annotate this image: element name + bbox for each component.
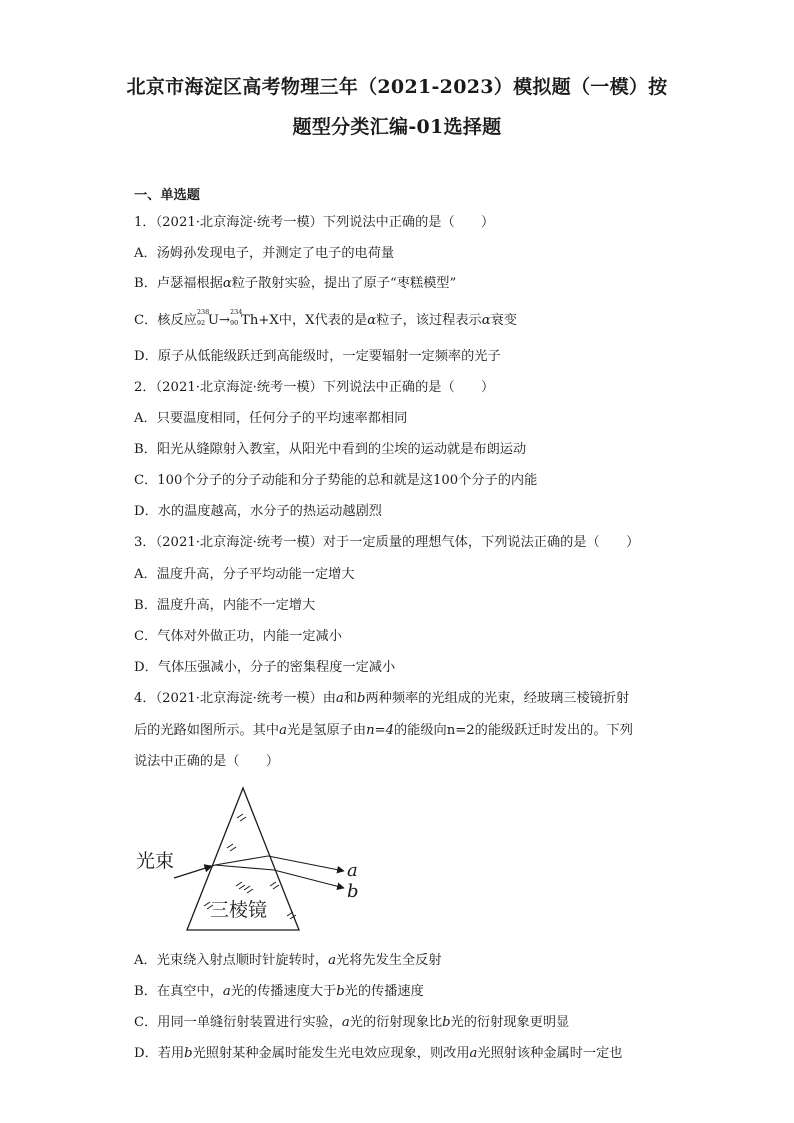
ray-a-label: a — [347, 860, 358, 881]
question-2-option-b: B．阳光从缝隙射入教室，从阳光中看到的尘埃的运动就是布朗运动 — [134, 442, 527, 457]
ray-a-exit — [268, 856, 344, 871]
ray-a-inside — [215, 856, 268, 865]
reaction-arrow: → — [218, 313, 231, 328]
prism-diagram — [130, 782, 370, 937]
ray-b-label: b — [347, 881, 359, 902]
question-3-option-a: A．温度升高，分子平均动能一定增大 — [134, 567, 355, 582]
section-title: 一、单选题 — [134, 188, 200, 203]
question-2-option-a: A．只要温度相同，任何分子的平均速率都相同 — [134, 411, 408, 426]
question-1-option-b: B．卢瑟福根据α粒子散射实验，提出了原子“枣糕模型” — [134, 276, 457, 291]
question-1-option-a: A．汤姆孙发现电子，并测定了电子的电荷量 — [134, 246, 395, 261]
question-3-stem: 3．（2021·北京海淀·统考一模）对于一定质量的理想气体，下列说法正确的是（ ） — [134, 535, 640, 550]
uranium-nuclide: 238 92 U — [196, 308, 219, 328]
question-3-option-b: B．温度升高，内能不一定增大 — [134, 598, 316, 613]
question-4-option-c: C．用同一单缝衍射装置进行实验，a光的衍射现象比b光的衍射现象更明显 — [134, 1015, 570, 1030]
question-2-option-c: C．100个分子的分子动能和分子势能的总和就是这100个分子的内能 — [134, 473, 538, 488]
question-2-option-d: D．水的温度越高，水分子的热运动越剧烈 — [134, 504, 382, 519]
ray-b-exit — [274, 870, 344, 888]
question-1-option-c: C．核反应 238 92 U→ 234 90 Th+X中，X代表的是α粒子，该过程表示α衰变 — [134, 308, 517, 328]
question-4-stem-line-1: 4．（2021·北京海淀·统考一模）由a和b两种频率的光组成的光束，经玻璃三棱镜折射 — [134, 691, 630, 706]
question-4-stem-line-3: 说法中正确的是（ ） — [134, 754, 280, 769]
question-1-stem: 1．（2021·北京海淀·统考一模）下列说法中正确的是（ ） — [134, 215, 495, 230]
prism-label: 三棱镜 — [210, 899, 268, 921]
document-title-line-1: 北京市海淀区高考物理三年（2021-2023）模拟题（一模）按 — [126, 76, 668, 98]
question-1-option-d: D．原子从低能级跃迁到高能级时，一定要辐射一定频率的光子 — [134, 349, 501, 364]
question-3-option-c: C．气体对外做正功，内能一定减小 — [134, 629, 342, 644]
incident-beam-arrow — [174, 866, 212, 878]
question-4-option-d: D．若用b光照射某种金属时能发生光电效应现象，则改用a光照射该种金属时一定也 — [134, 1046, 623, 1061]
question-2-stem: 2．（2021·北京海淀·统考一模）下列说法中正确的是（ ） — [134, 380, 495, 395]
question-4-stem-line-2: 后的光路如图所示。其中a光是氢原子由n=4的能级向n=2的能级跃迁时发出的。下列 — [134, 723, 633, 738]
question-4-option-b: B．在真空中，a光的传播速度大于b光的传播速度 — [134, 984, 424, 999]
document-title-line-2: 题型分类汇编-01选择题 — [292, 116, 502, 138]
question-3-option-d: D．气体压强减小，分子的密集程度一定减小 — [134, 660, 396, 675]
question-4-option-a: A．光束绕入射点顺时针旋转时，a光将先发生全反射 — [134, 953, 442, 968]
thorium-nuclide: 234 90 Th — [230, 308, 259, 328]
ray-b-inside — [215, 865, 274, 870]
beam-label: 光束 — [136, 850, 175, 872]
